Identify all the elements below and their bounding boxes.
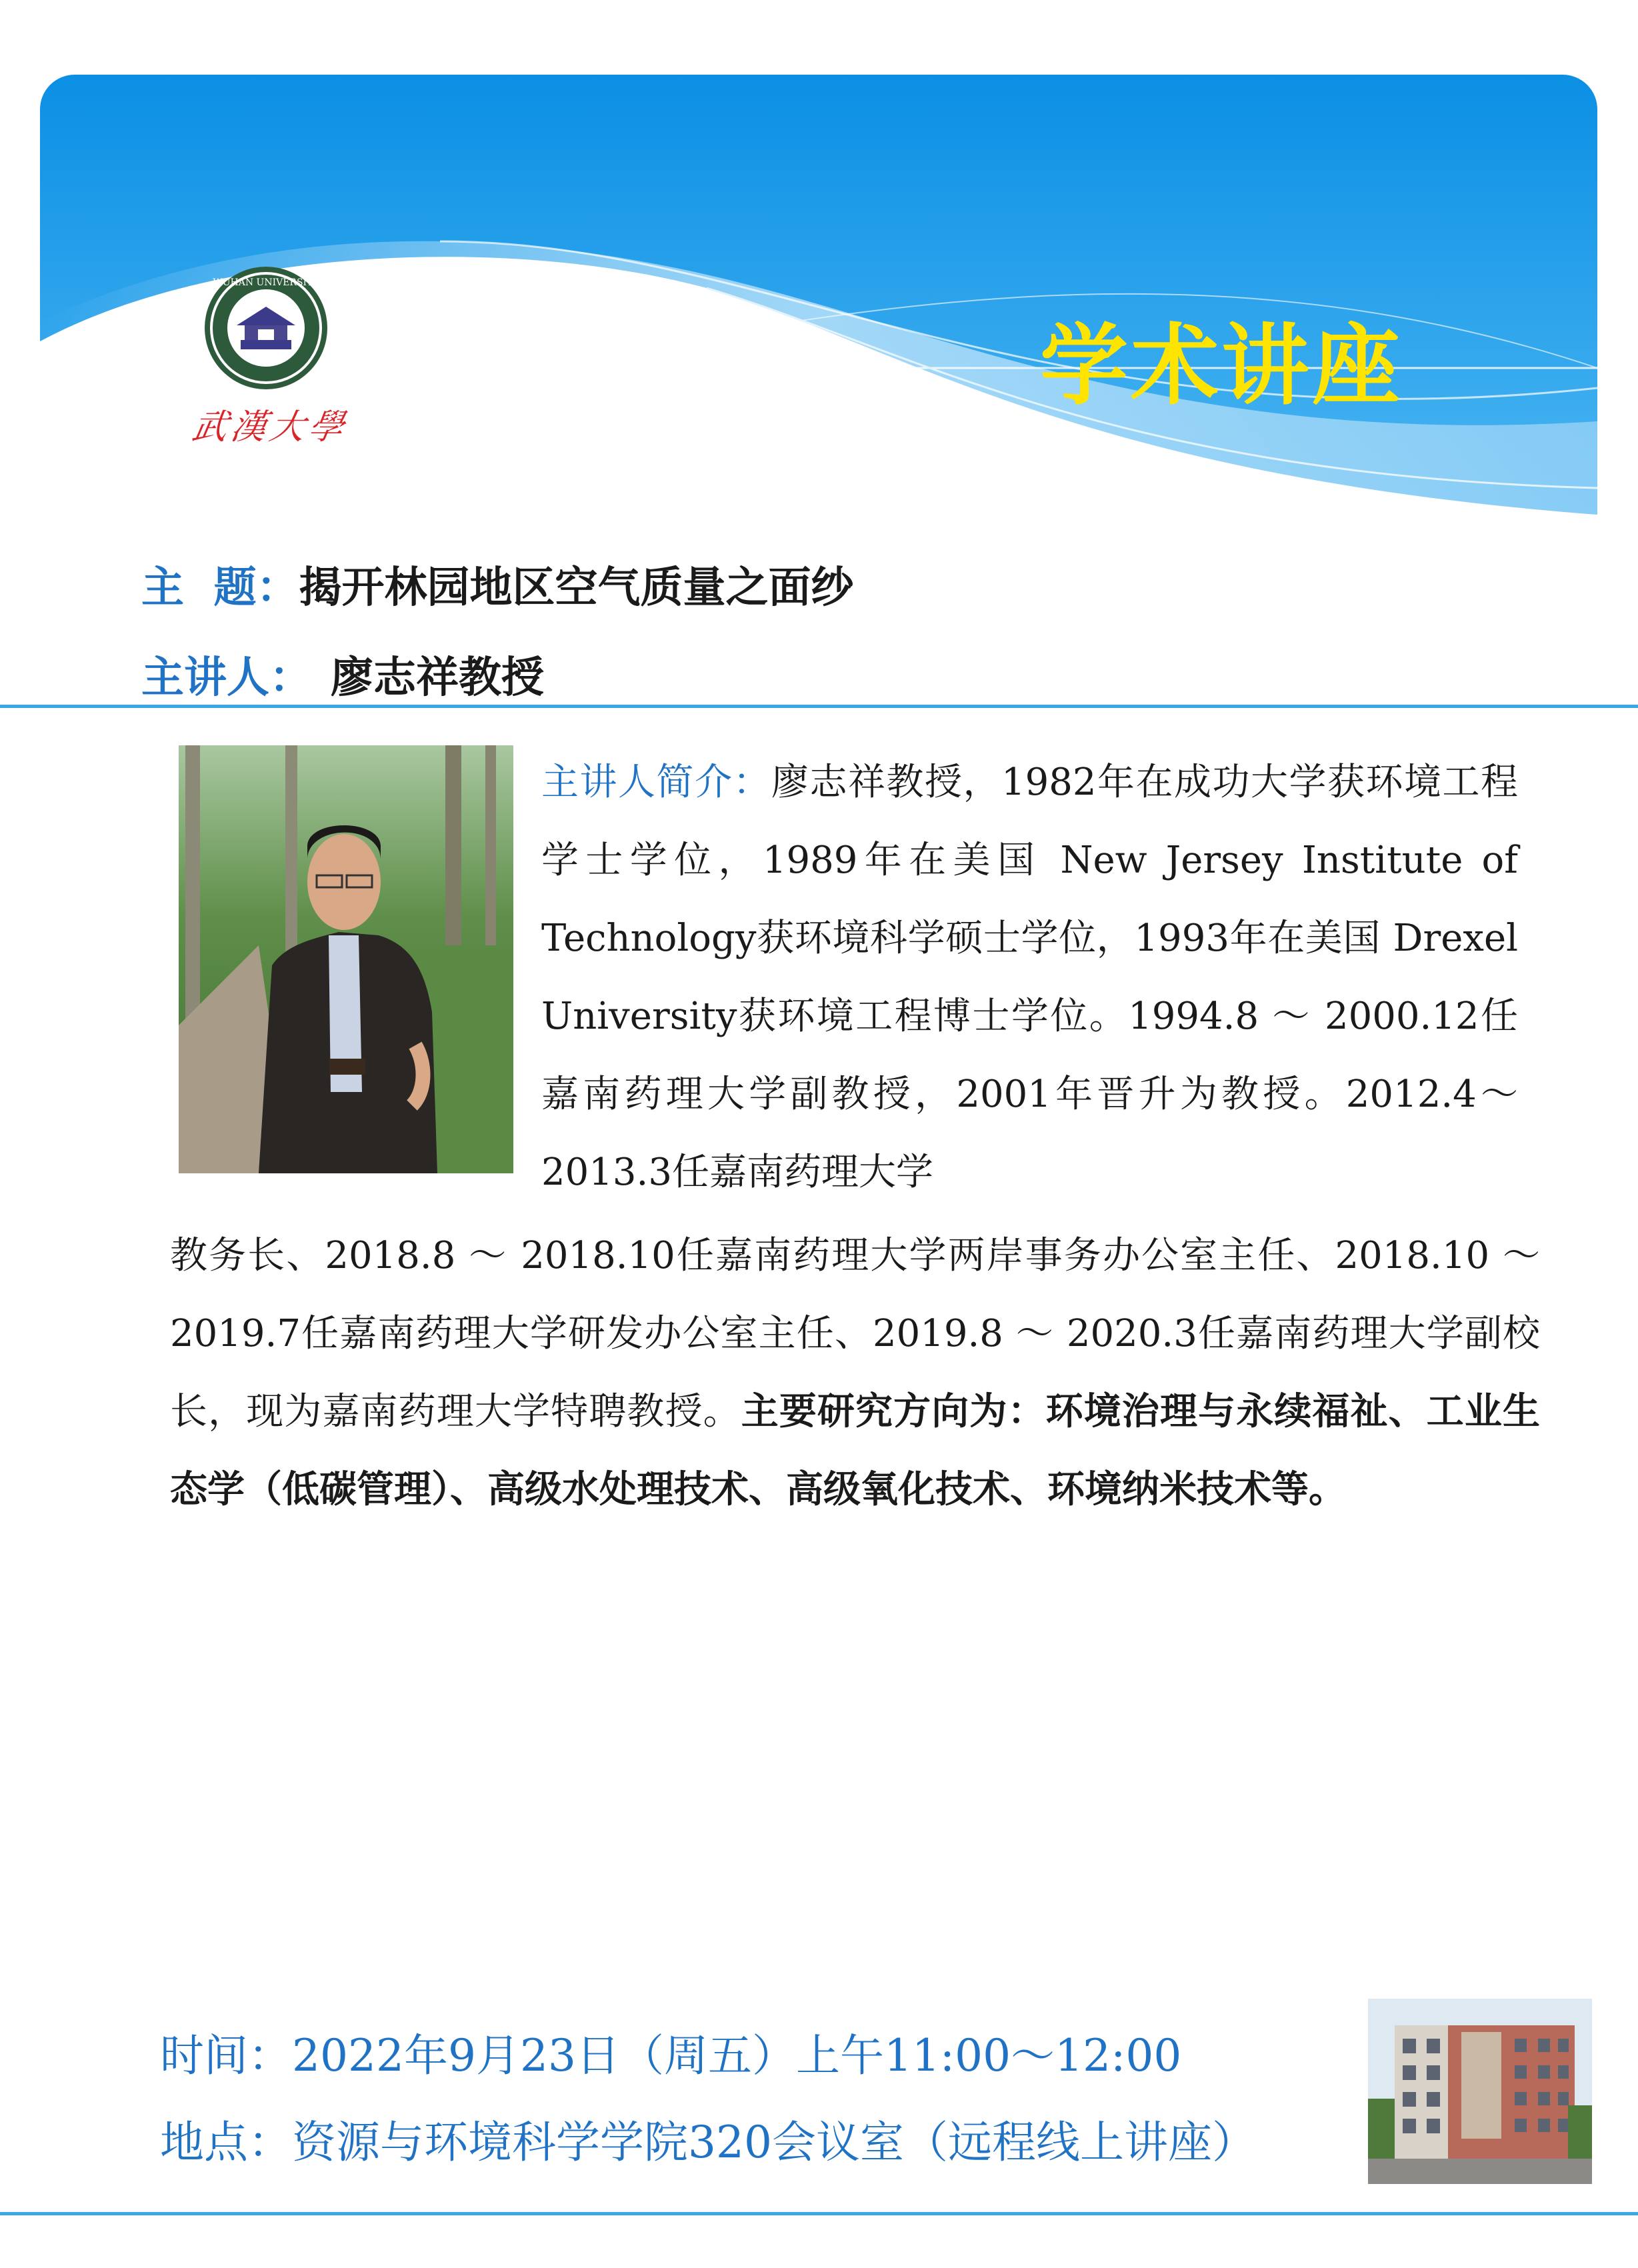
divider-bottom (0, 2212, 1638, 2215)
speaker-value: 廖志祥教授 (331, 653, 544, 703)
divider-top (0, 705, 1638, 708)
topic-label: 主 题： (141, 563, 299, 613)
svg-text:WUHAN UNIVERSITY: WUHAN UNIVERSITY (213, 277, 319, 288)
speaker-label: 主讲人： (141, 653, 312, 703)
speaker-row (141, 643, 544, 705)
building-photo (1368, 1999, 1592, 2184)
university-logo (203, 265, 329, 391)
place-row (160, 2107, 1256, 2170)
topic-row (141, 553, 854, 615)
bio-text-bottom: 教务长、2018.8 ～ 2018.10任嘉南药理大学两岸事务办公室主任、2018.10 ～ 2019.7任嘉南药理大学研发办公室主任、2019.8 ～ 2020.3任嘉南药理大学副校长，现为嘉南药理大学特聘教授。 (170, 1234, 1540, 1433)
banner-title: 学术讲座 (1040, 315, 1403, 417)
time-label: 时间： (160, 2030, 292, 2081)
research-directions: 主要研究方向为：环境治理与永续福祉、工业生态学（低碳管理）、高级水处理技术、高级氧化技术、环境纳米技术等。 (170, 1390, 1541, 1511)
place-value: 资源与环境科学学院320会议室（远程线上讲座） (292, 2117, 1256, 2168)
speaker-photo (179, 745, 513, 1173)
time-row (160, 2020, 1181, 2083)
speaker-bio-top (541, 743, 1518, 1211)
speaker-bio-bottom (170, 1217, 1540, 1529)
university-name: 武漢大學 (189, 407, 351, 447)
time-value: 2022年9月23日（周五）上午11:00～12:00 (292, 2030, 1182, 2081)
topic-value: 揭开林园地区空气质量之面纱 (299, 563, 854, 613)
place-label: 地点： (160, 2117, 292, 2168)
bio-text-top: 廖志祥教授，1982年在成功大学获环境工程学士学位，1989年在美国 New Jersey Institute of Technology获环境科学硕士学位，1993年在美国 Drexel University获环境工程博士学位。1994.8 ～ 2000.12任嘉南药理大学副教授，2001年晋升为教授。2012.4～2013.3任嘉南药理大学 (541, 761, 1519, 1194)
bio-label: 主讲人简介： (541, 761, 771, 804)
